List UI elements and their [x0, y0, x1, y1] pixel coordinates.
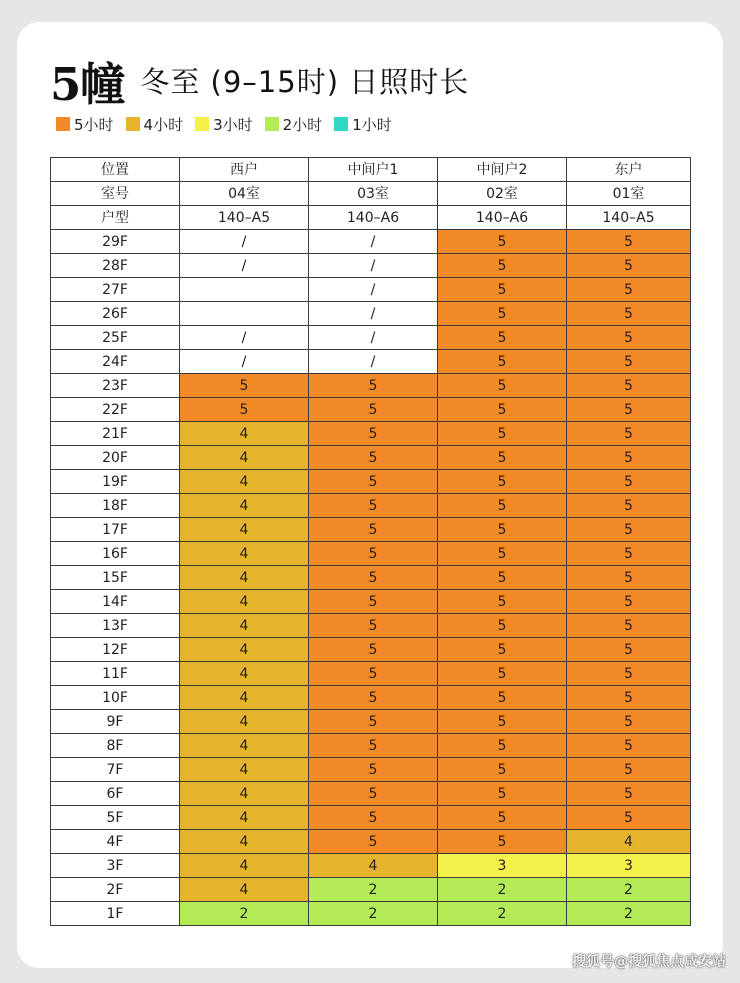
table-row: [51, 302, 691, 326]
sunlight-hours-cell: 5: [567, 590, 691, 614]
floor-cell: 5F: [51, 806, 180, 830]
table-row: [51, 494, 691, 518]
header-cell: 140–A5: [180, 206, 309, 230]
sunlight-hours-cell: 5: [438, 422, 567, 446]
sunlight-hours-cell: 5: [309, 614, 438, 638]
floor-cell: 29F: [51, 230, 180, 254]
sunlight-hours-cell: 2: [180, 902, 309, 926]
sunlight-hours-cell: 5: [438, 686, 567, 710]
sunlight-hours-cell: 4: [180, 734, 309, 758]
sunlight-hours-cell: 5: [438, 302, 567, 326]
header-cell: 中间户1: [309, 158, 438, 182]
building-number: 5幢: [50, 57, 125, 111]
table-row: [51, 734, 691, 758]
sunlight-hours-cell: 5: [567, 254, 691, 278]
sunlight-hours-cell: 5: [438, 230, 567, 254]
sunlight-hours-cell: 5: [438, 662, 567, 686]
sunlight-hours-cell: 4: [567, 830, 691, 854]
sunlight-hours-cell: /: [309, 326, 438, 350]
sunlight-hours-cell: 5: [567, 230, 691, 254]
sunlight-hours-cell: 5: [567, 494, 691, 518]
sunlight-hours-cell: 5: [567, 662, 691, 686]
legend-swatch: [195, 117, 209, 131]
floor-cell: 4F: [51, 830, 180, 854]
sunlight-hours-cell: 5: [438, 614, 567, 638]
sunlight-hours-cell: 5: [180, 374, 309, 398]
sunlight-hours-cell: 5: [309, 446, 438, 470]
sunlight-hours-cell: 5: [438, 542, 567, 566]
sunlight-hours-cell: [180, 302, 309, 326]
sunlight-hours-cell: 5: [567, 566, 691, 590]
sunlight-hours-cell: 5: [309, 806, 438, 830]
sunlight-hours-cell: /: [309, 230, 438, 254]
sunlight-hours-cell: /: [180, 254, 309, 278]
header-cell: 位置: [51, 158, 180, 182]
sunlight-hours-cell: 2: [567, 902, 691, 926]
floor-cell: 26F: [51, 302, 180, 326]
sunlight-hours-cell: 4: [180, 710, 309, 734]
floor-cell: 27F: [51, 278, 180, 302]
sunlight-hours-cell: /: [309, 254, 438, 278]
table-row: [51, 518, 691, 542]
legend-swatch: [334, 117, 348, 131]
sunlight-hours-cell: 4: [180, 662, 309, 686]
legend-label: 2小时: [282, 115, 323, 134]
floor-cell: 2F: [51, 878, 180, 902]
sunlight-hours-cell: 4: [180, 758, 309, 782]
floor-cell: 24F: [51, 350, 180, 374]
sunlight-hours-cell: 5: [567, 614, 691, 638]
floor-cell: 18F: [51, 494, 180, 518]
sunlight-hours-cell: 4: [180, 830, 309, 854]
floor-cell: 25F: [51, 326, 180, 350]
sunlight-hours-cell: 5: [438, 830, 567, 854]
sunlight-hours-cell: 5: [180, 398, 309, 422]
sunlight-hours-cell: 5: [438, 710, 567, 734]
header-cell: 140–A6: [309, 206, 438, 230]
header-row: [51, 158, 691, 182]
sunlight-hours-cell: 4: [180, 686, 309, 710]
table-row: [51, 326, 691, 350]
floor-cell: 1F: [51, 902, 180, 926]
sunlight-hours-cell: /: [309, 278, 438, 302]
floor-cell: 21F: [51, 422, 180, 446]
sunlight-hours-cell: 5: [438, 638, 567, 662]
sunlight-hours-cell: 5: [567, 782, 691, 806]
floor-cell: 22F: [51, 398, 180, 422]
sunlight-hours-cell: 5: [309, 398, 438, 422]
sunlight-hours-cell: 3: [438, 854, 567, 878]
sunlight-hours-cell: 3: [567, 854, 691, 878]
sunlight-hours-cell: 5: [438, 350, 567, 374]
sunlight-hours-cell: 5: [567, 302, 691, 326]
sunlight-hours-cell: /: [180, 326, 309, 350]
legend-item: [195, 114, 253, 135]
floor-cell: 3F: [51, 854, 180, 878]
sunlight-hours-cell: 5: [567, 278, 691, 302]
table-row: [51, 902, 691, 926]
sunlight-hours-cell: 5: [567, 470, 691, 494]
legend-label: 1小时: [352, 115, 392, 134]
legend-item: [265, 114, 323, 135]
sunlight-hours-cell: 5: [309, 686, 438, 710]
sunlight-table: [50, 157, 691, 926]
legend-item: [56, 114, 114, 135]
table-row: [51, 374, 691, 398]
legend-swatch: [126, 117, 140, 131]
sunlight-hours-cell: 5: [309, 662, 438, 686]
legend-swatch: [56, 117, 70, 131]
sunlight-hours-cell: 5: [438, 398, 567, 422]
sunlight-hours-cell: 5: [438, 470, 567, 494]
header-cell: 室号: [51, 182, 180, 206]
sunlight-hours-cell: 5: [567, 374, 691, 398]
header-cell: 01室: [567, 182, 691, 206]
header-cell: 东户: [567, 158, 691, 182]
sunlight-hours-cell: 5: [309, 470, 438, 494]
header-row: [51, 206, 691, 230]
header-cell: 西户: [180, 158, 309, 182]
sunlight-hours-cell: 5: [309, 374, 438, 398]
header-cell: 140–A6: [438, 206, 567, 230]
sunlight-hours-cell: 4: [180, 542, 309, 566]
floor-cell: 16F: [51, 542, 180, 566]
sunlight-hours-cell: 5: [438, 782, 567, 806]
floor-cell: 19F: [51, 470, 180, 494]
sunlight-hours-cell: 5: [309, 566, 438, 590]
table-row: [51, 782, 691, 806]
header-cell: 02室: [438, 182, 567, 206]
floor-cell: 11F: [51, 662, 180, 686]
floor-cell: 6F: [51, 782, 180, 806]
sunlight-hours-cell: 5: [438, 566, 567, 590]
sunlight-hours-cell: 4: [180, 446, 309, 470]
watermark: 搜狐号@搜狐焦点咸安站: [572, 954, 726, 970]
table-row: [51, 254, 691, 278]
sunlight-hours-cell: 5: [567, 734, 691, 758]
table-row: [51, 830, 691, 854]
table-row: [51, 350, 691, 374]
page-title: [50, 50, 469, 110]
floor-cell: 14F: [51, 590, 180, 614]
floor-cell: 7F: [51, 758, 180, 782]
sunlight-hours-cell: 4: [180, 566, 309, 590]
table-row: [51, 422, 691, 446]
sunlight-hours-cell: 5: [567, 542, 691, 566]
floor-cell: 17F: [51, 518, 180, 542]
sunlight-hours-cell: 5: [438, 806, 567, 830]
sunlight-hours-cell: 2: [438, 878, 567, 902]
table-row: [51, 278, 691, 302]
legend-label: 3小时: [213, 115, 253, 134]
sunlight-hours-cell: 5: [309, 518, 438, 542]
sunlight-hours-cell: 5: [567, 446, 691, 470]
sunlight-hours-cell: 4: [180, 470, 309, 494]
table-row: [51, 686, 691, 710]
sunlight-hours-cell: 4: [180, 638, 309, 662]
sunlight-hours-cell: 5: [309, 494, 438, 518]
header-cell: 户型: [51, 206, 180, 230]
table-row: [51, 806, 691, 830]
sunlight-hours-cell: 4: [180, 614, 309, 638]
sunlight-hours-cell: [180, 278, 309, 302]
table-row: [51, 590, 691, 614]
floor-cell: 15F: [51, 566, 180, 590]
table-row: [51, 566, 691, 590]
sunlight-hours-cell: /: [180, 350, 309, 374]
legend-label: 5小时: [74, 115, 114, 134]
sunlight-hours-cell: 5: [567, 518, 691, 542]
legend-item: [334, 114, 392, 135]
sunlight-hours-cell: 4: [180, 494, 309, 518]
sunlight-hours-cell: 5: [438, 494, 567, 518]
sunlight-hours-cell: 4: [180, 878, 309, 902]
sunlight-hours-cell: 4: [180, 518, 309, 542]
floor-cell: 23F: [51, 374, 180, 398]
sunlight-hours-cell: 5: [438, 374, 567, 398]
table-row: [51, 662, 691, 686]
header-row: [51, 182, 691, 206]
header-cell: 04室: [180, 182, 309, 206]
sunlight-hours-cell: 2: [309, 902, 438, 926]
table-row: [51, 638, 691, 662]
table-row: [51, 710, 691, 734]
legend-label: 4小时: [143, 115, 184, 134]
sunlight-hours-cell: /: [180, 230, 309, 254]
table-row: [51, 446, 691, 470]
floor-cell: 9F: [51, 710, 180, 734]
legend-item: [126, 114, 184, 135]
sunlight-hours-cell: 5: [309, 422, 438, 446]
sunlight-hours-cell: 4: [309, 854, 438, 878]
sunlight-hours-cell: 2: [309, 878, 438, 902]
sunlight-hours-cell: 5: [309, 734, 438, 758]
sunlight-hours-cell: 2: [438, 902, 567, 926]
sunlight-hours-cell: 5: [309, 638, 438, 662]
sunlight-hours-cell: 5: [438, 326, 567, 350]
table-row: [51, 878, 691, 902]
sunlight-hours-cell: 4: [180, 590, 309, 614]
floor-cell: 28F: [51, 254, 180, 278]
floor-cell: 12F: [51, 638, 180, 662]
sunlight-hours-cell: 5: [567, 686, 691, 710]
header-cell: 140–A5: [567, 206, 691, 230]
legend: [56, 113, 404, 135]
table-row: [51, 614, 691, 638]
table-row: [51, 230, 691, 254]
sunlight-hours-cell: 5: [309, 782, 438, 806]
sunlight-hours-cell: 5: [438, 758, 567, 782]
sunlight-hours-cell: 5: [567, 710, 691, 734]
sunlight-hours-cell: /: [309, 302, 438, 326]
sunlight-hours-cell: 5: [309, 542, 438, 566]
sunlight-hours-cell: 5: [567, 806, 691, 830]
sunlight-hours-cell: 5: [309, 758, 438, 782]
sunlight-hours-cell: 5: [438, 446, 567, 470]
sunlight-hours-cell: 5: [438, 734, 567, 758]
sunlight-hours-cell: 2: [567, 878, 691, 902]
title-subtitle: 冬至 (9–15时) 日照时长: [140, 64, 470, 99]
sunlight-hours-cell: 5: [567, 638, 691, 662]
sunlight-hours-cell: 4: [180, 854, 309, 878]
sunlight-hours-cell: 4: [180, 422, 309, 446]
sunlight-hours-cell: 5: [438, 254, 567, 278]
sunlight-hours-cell: /: [309, 350, 438, 374]
table-row: [51, 542, 691, 566]
floor-cell: 10F: [51, 686, 180, 710]
sunlight-hours-cell: 5: [309, 590, 438, 614]
table-row: [51, 398, 691, 422]
sunlight-hours-cell: 5: [567, 422, 691, 446]
header-cell: 中间户2: [438, 158, 567, 182]
sunlight-hours-cell: 5: [567, 758, 691, 782]
floor-cell: 8F: [51, 734, 180, 758]
sunlight-hours-cell: 4: [180, 782, 309, 806]
legend-swatch: [265, 117, 279, 131]
table-row: [51, 854, 691, 878]
sunlight-hours-cell: 5: [567, 350, 691, 374]
floor-cell: 13F: [51, 614, 180, 638]
sunlight-hours-cell: 5: [438, 278, 567, 302]
sunlight-hours-cell: 5: [567, 398, 691, 422]
sunlight-hours-cell: 5: [438, 590, 567, 614]
sunlight-hours-cell: 5: [309, 710, 438, 734]
sunlight-hours-cell: 5: [438, 518, 567, 542]
header-cell: 03室: [309, 182, 438, 206]
floor-cell: 20F: [51, 446, 180, 470]
sunlight-hours-cell: 4: [180, 806, 309, 830]
sunlight-hours-cell: 5: [567, 326, 691, 350]
table-row: [51, 758, 691, 782]
sunlight-hours-cell: 5: [309, 830, 438, 854]
table-row: [51, 470, 691, 494]
